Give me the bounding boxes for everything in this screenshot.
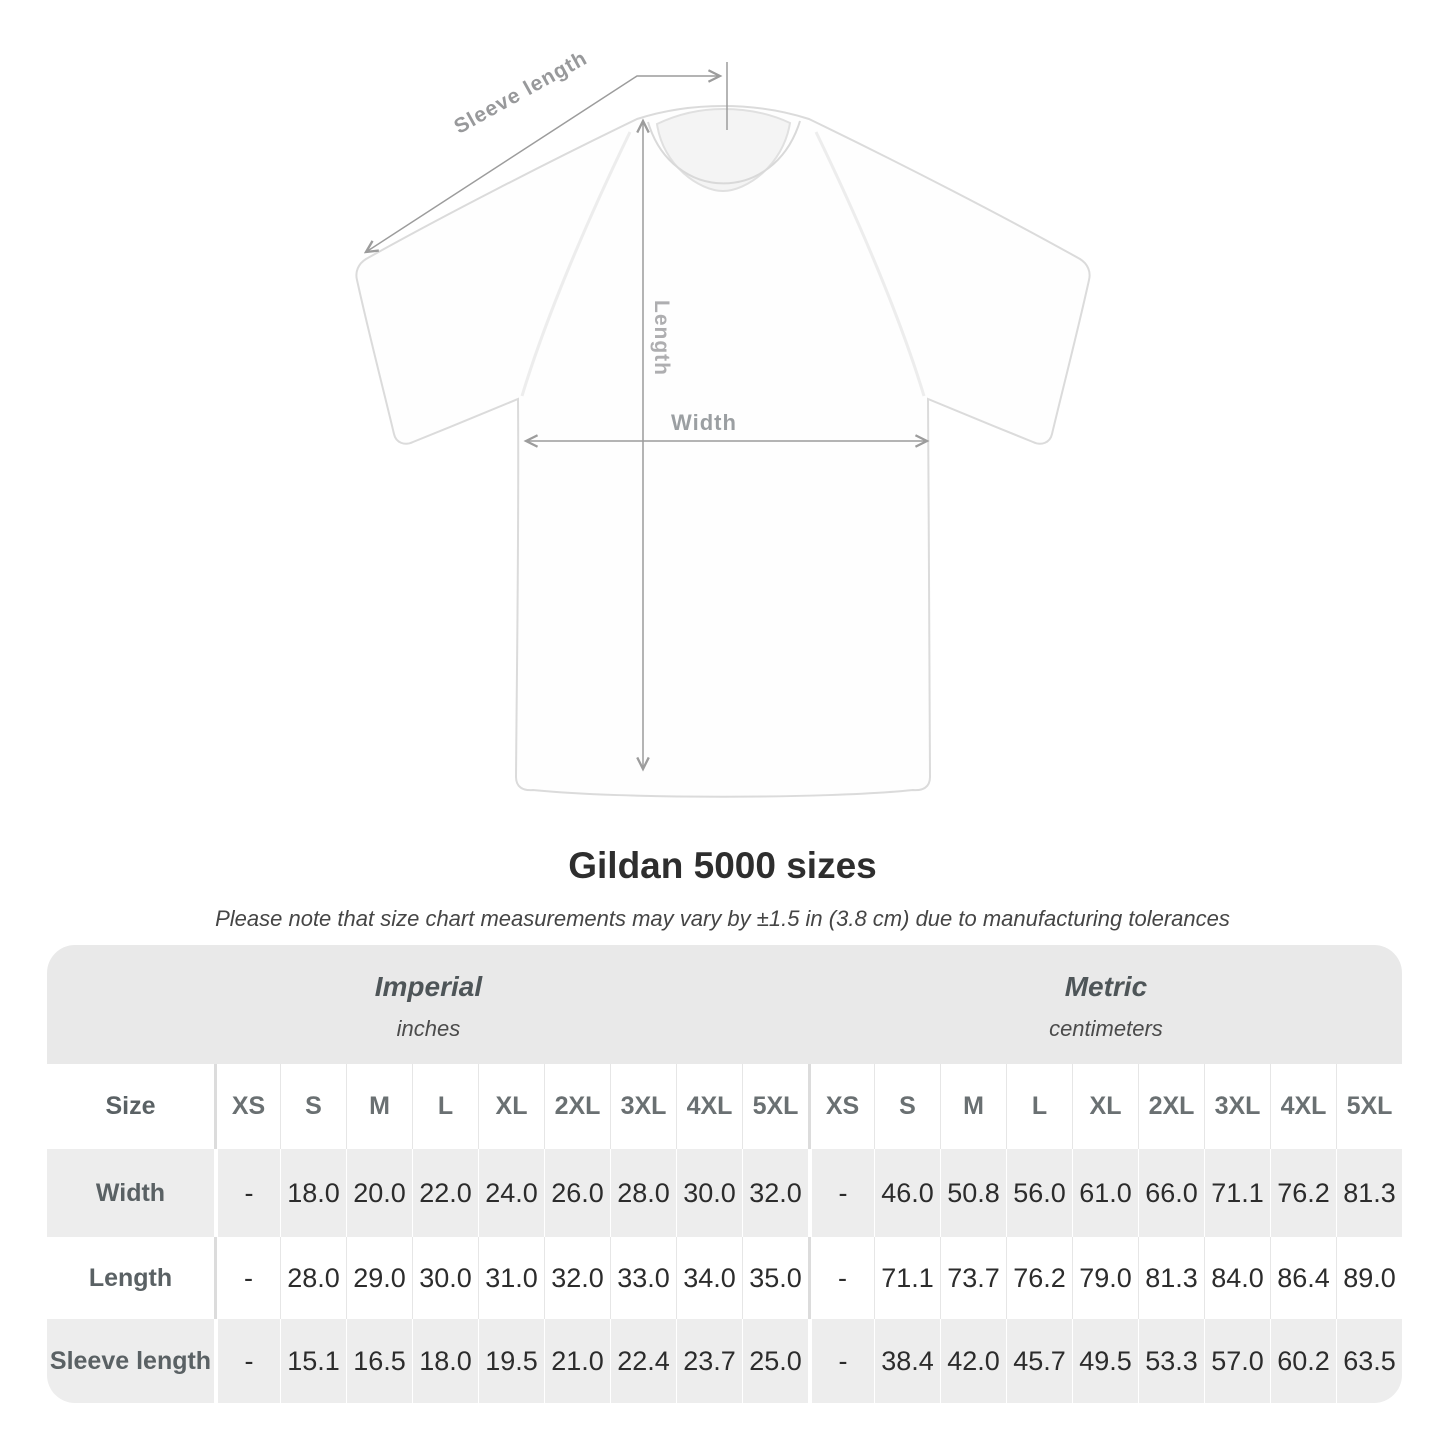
units-band: [47, 945, 1402, 1064]
value-cell: 38.4: [874, 1319, 940, 1403]
tolerance-note: Please note that size chart measurements may vary by ±1.5 in (3.8 cm) due to manufacturing tolerances: [215, 906, 1230, 931]
size-header-cell: XL: [1072, 1064, 1138, 1149]
value-cell: 33.0: [610, 1237, 676, 1319]
value-cell: 76.2: [1270, 1149, 1336, 1237]
size-header-cell: L: [412, 1064, 478, 1149]
value-cell: 79.0: [1072, 1237, 1138, 1319]
value-cell: -: [808, 1149, 874, 1237]
value-cell: 28.0: [610, 1149, 676, 1237]
value-cell: 60.2: [1270, 1319, 1336, 1403]
value-cell: -: [214, 1319, 280, 1403]
tshirt-body: [356, 106, 1089, 797]
width-label: Width: [671, 410, 737, 435]
size-header-cell: 5XL: [1336, 1064, 1402, 1149]
value-cell: 19.5: [478, 1319, 544, 1403]
value-cell: 32.0: [544, 1237, 610, 1319]
size-header-cell: XL: [478, 1064, 544, 1149]
value-cell: 42.0: [940, 1319, 1006, 1403]
value-cell: 34.0: [676, 1237, 742, 1319]
value-cell: 66.0: [1138, 1149, 1204, 1237]
value-cell: 73.7: [940, 1237, 1006, 1319]
value-cell: -: [214, 1237, 280, 1319]
size-header-cell: 3XL: [610, 1064, 676, 1149]
value-cell: 22.4: [610, 1319, 676, 1403]
imperial-unit: inches: [396, 1016, 461, 1041]
size-header-cell: 5XL: [742, 1064, 808, 1149]
size-chart-table: [47, 945, 1402, 1403]
value-cell: 61.0: [1072, 1149, 1138, 1237]
value-cell: 29.0: [346, 1237, 412, 1319]
value-cell: 21.0: [544, 1319, 610, 1403]
value-cell: 50.8: [940, 1149, 1006, 1237]
value-cell: 46.0: [874, 1149, 940, 1237]
imperial-section-header: [47, 945, 810, 1064]
row-label: Length: [88, 1263, 173, 1292]
value-cell: 15.1: [280, 1319, 346, 1403]
value-cell: 53.3: [1138, 1319, 1204, 1403]
value-cell: 31.0: [478, 1237, 544, 1319]
value-cell: 30.0: [676, 1149, 742, 1237]
value-cell: 18.0: [280, 1149, 346, 1237]
value-cell: 28.0: [280, 1237, 346, 1319]
value-cell: 71.1: [874, 1237, 940, 1319]
metric-label: Metric: [1064, 971, 1148, 1002]
value-cell: 18.0: [412, 1319, 478, 1403]
value-cell: 89.0: [1336, 1237, 1402, 1319]
value-cell: -: [808, 1319, 874, 1403]
value-cell: -: [808, 1237, 874, 1319]
size-header-cell: M: [346, 1064, 412, 1149]
value-cell: 20.0: [346, 1149, 412, 1237]
size-header-cell: 2XL: [1138, 1064, 1204, 1149]
value-cell: -: [214, 1149, 280, 1237]
value-cell: 30.0: [412, 1237, 478, 1319]
value-cell: 84.0: [1204, 1237, 1270, 1319]
size-header-cell: XS: [214, 1064, 280, 1149]
value-cell: 81.3: [1138, 1237, 1204, 1319]
value-cell: 16.5: [346, 1319, 412, 1403]
size-header-cell: S: [280, 1064, 346, 1149]
value-cell: 22.0: [412, 1149, 478, 1237]
metric-section-header: [810, 945, 1402, 1064]
row-label: Sleeve length: [49, 1346, 212, 1375]
value-cell: 57.0: [1204, 1319, 1270, 1403]
size-header-row: [47, 1064, 1402, 1149]
value-cell: 32.0: [742, 1149, 808, 1237]
size-header-cell: M: [940, 1064, 1006, 1149]
value-cell: 23.7: [676, 1319, 742, 1403]
value-cell: 26.0: [544, 1149, 610, 1237]
size-column-header: Size: [105, 1092, 156, 1120]
length-label: Length: [650, 300, 673, 376]
value-cell: 49.5: [1072, 1319, 1138, 1403]
value-cell: 71.1: [1204, 1149, 1270, 1237]
size-header-cell: S: [874, 1064, 940, 1149]
sleeve-length-row: [47, 1319, 1402, 1403]
value-cell: 86.4: [1270, 1237, 1336, 1319]
value-cell: 35.0: [742, 1237, 808, 1319]
value-cell: 76.2: [1006, 1237, 1072, 1319]
value-cell: 45.7: [1006, 1319, 1072, 1403]
size-header-cell: XS: [808, 1064, 874, 1149]
size-header-cell: 4XL: [1270, 1064, 1336, 1149]
size-header-cell: 2XL: [544, 1064, 610, 1149]
width-row: [47, 1149, 1402, 1237]
value-cell: 81.3: [1336, 1149, 1402, 1237]
page-title: Gildan 5000 sizes: [568, 845, 877, 886]
length-row: [47, 1237, 1402, 1319]
value-cell: 25.0: [742, 1319, 808, 1403]
size-header-cell: 4XL: [676, 1064, 742, 1149]
size-header-cell: 3XL: [1204, 1064, 1270, 1149]
imperial-label: Imperial: [374, 971, 483, 1002]
size-header-cell: L: [1006, 1064, 1072, 1149]
row-label: Width: [95, 1178, 166, 1207]
sleeve-length-label: Sleeve length: [450, 46, 592, 139]
value-cell: 63.5: [1336, 1319, 1402, 1403]
value-cell: 56.0: [1006, 1149, 1072, 1237]
value-cell: 24.0: [478, 1149, 544, 1237]
metric-unit: centimeters: [1049, 1016, 1163, 1041]
